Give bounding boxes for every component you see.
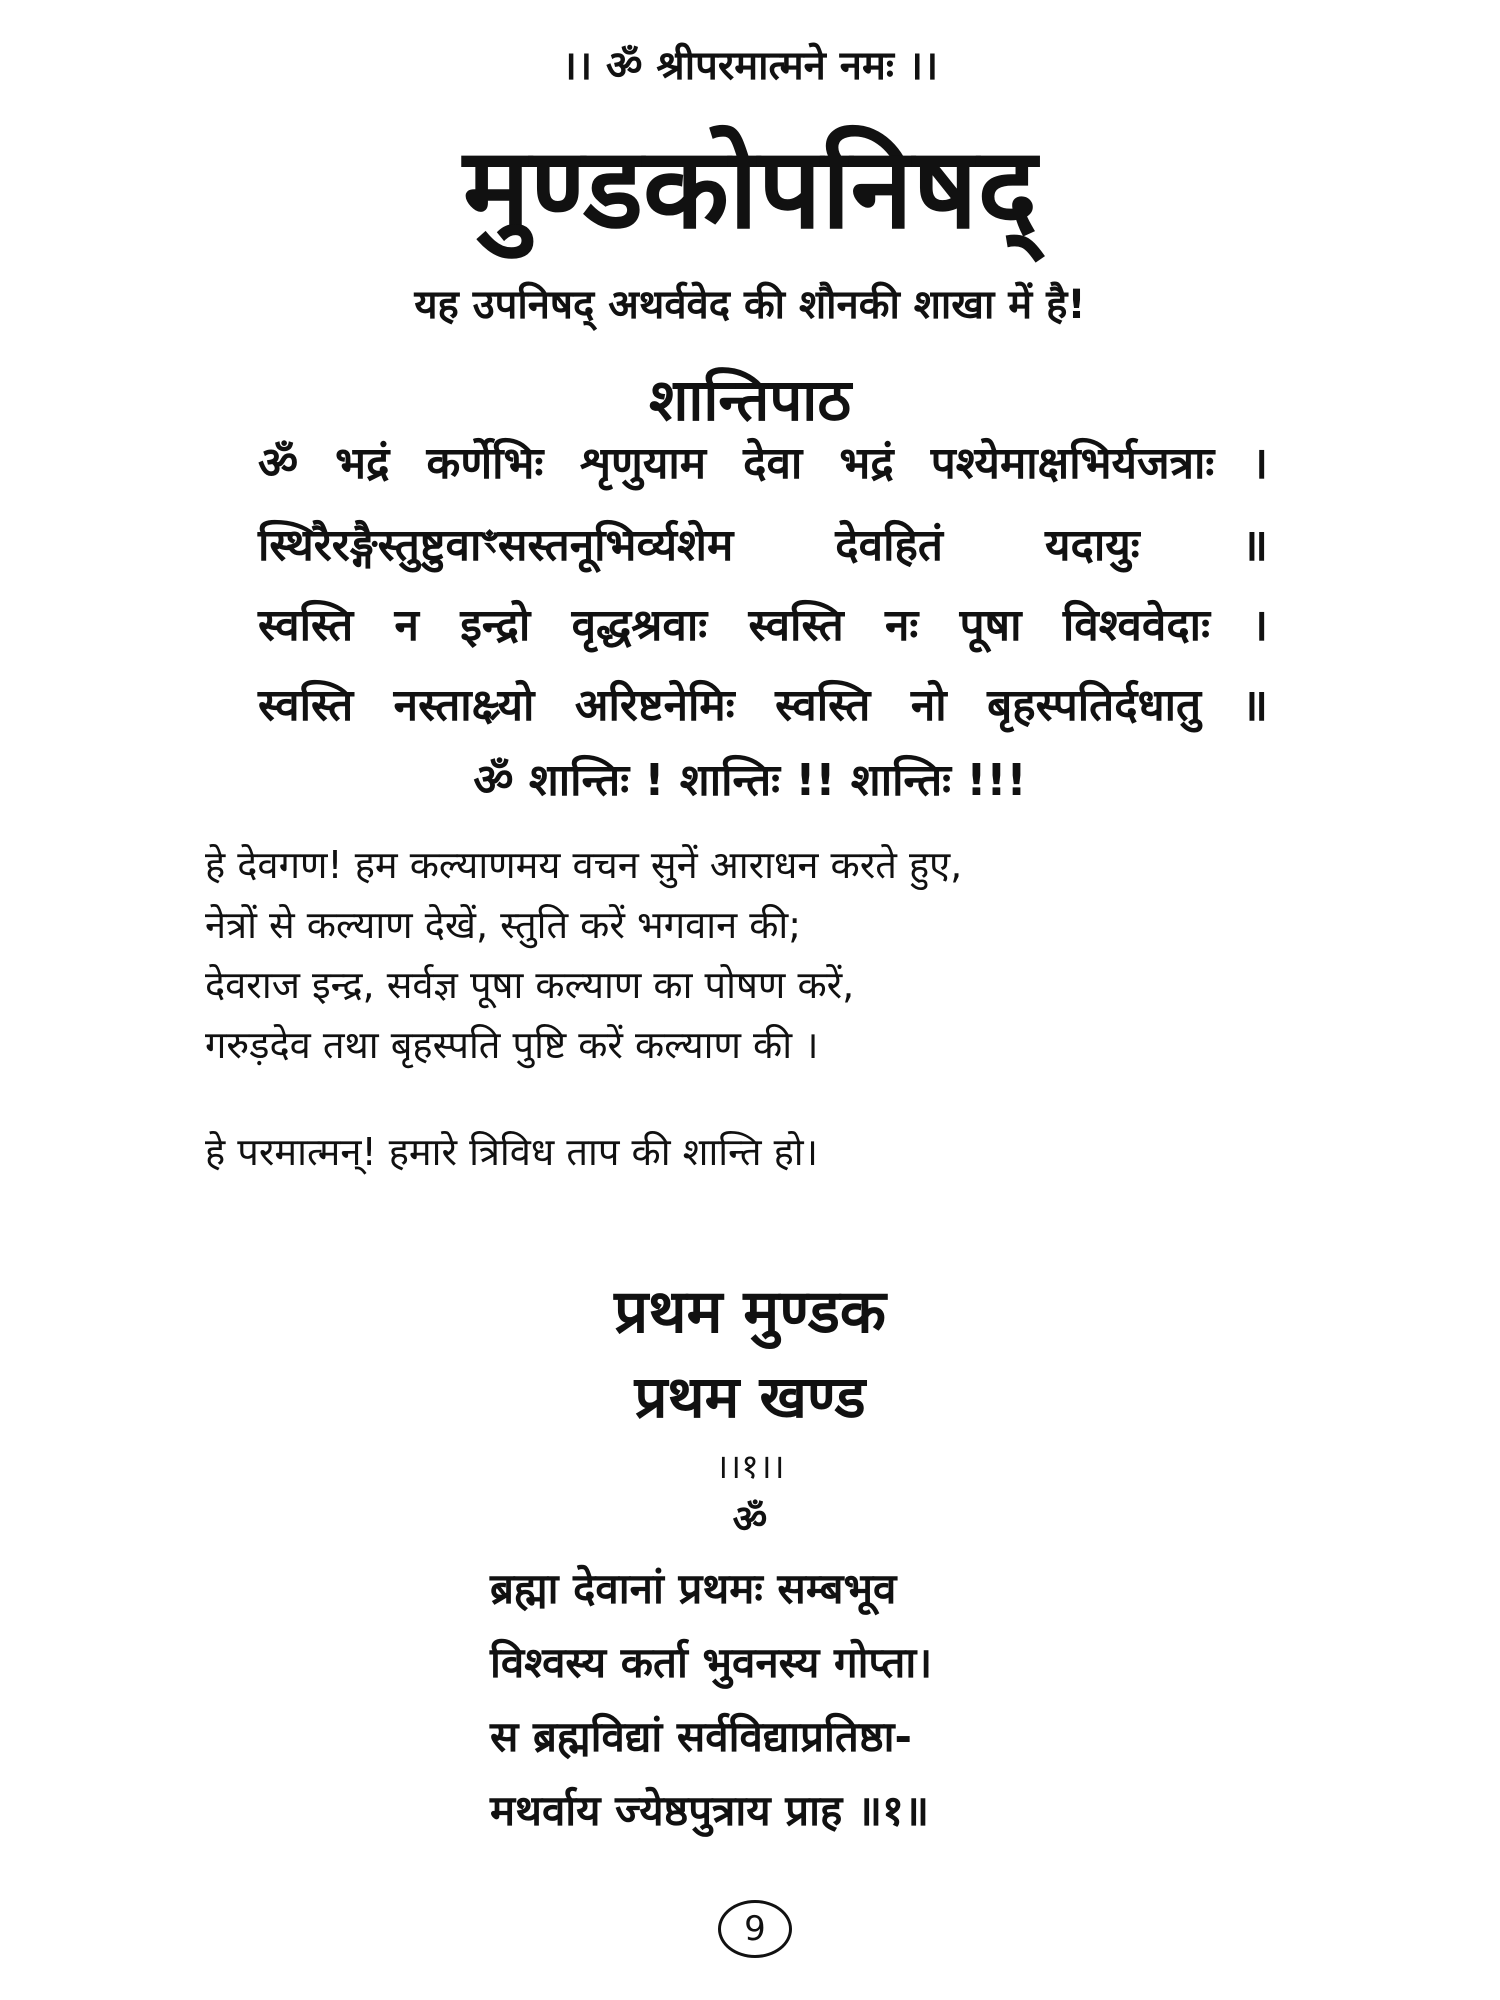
mantra-line: स्थिरैरङ्गैस्तुष्टुवाꣳसस्तनूभिर्व्यशेम देवहितं यदायुः ॥: [258, 520, 1268, 571]
translation-block: [205, 835, 1355, 1075]
mantra-line: स्वस्ति नस्ताक्ष्र्यो अरिष्टनेमिः स्वस्ति नो बृहस्पतिर्दधातु ॥: [258, 680, 1268, 731]
translation-line: हे देवगण! हम कल्याणमय वचन सुनें आराधन करते हुए,: [205, 843, 963, 887]
shanti-path-heading: शान्तिपाठ: [648, 366, 852, 434]
verse-line: मथर्वाय ज्येष्ठपुत्राय प्राह ॥१॥: [490, 1786, 930, 1835]
invocation: ।। ॐ श्रीपरमात्मने नमः ।।: [561, 43, 939, 89]
verse-number: ।।१।।: [715, 1447, 785, 1487]
verse-line: ब्रह्मा देवानां प्रथमः सम्बभूव: [490, 1564, 897, 1613]
subtitle: यह उपनिषद् अथर्ववेद की शौनकी शाखा में है!: [414, 282, 1086, 328]
page-title: मुण्डकोपनिषद्: [462, 124, 1038, 254]
om-symbol: ॐ: [732, 1497, 768, 1541]
section-title: प्रथम खण्ड: [634, 1363, 866, 1431]
chapter-title: प्रथम मुण्डक: [614, 1277, 886, 1347]
verse-line: स ब्रह्मविद्यां सर्वविद्याप्रतिष्ठा-: [490, 1712, 912, 1761]
mantra-line: स्वस्ति न इन्द्रो वृद्धश्रवाः स्वस्ति नः पूषा विश्ववेदाः ।: [258, 600, 1268, 651]
translation-note: हे परमात्मन्! हमारे त्रिविध ताप की शान्ति हो।: [205, 1130, 819, 1174]
translation-line: नेत्रों से कल्याण देखें, स्तुति करें भगवान की;: [205, 903, 802, 947]
translation-line: देवराज इन्द्र, सर्वज्ञ पूषा कल्याण का पोषण करें,: [205, 963, 855, 1007]
mantra-line: ॐ भद्रं कर्णेभिः शृणुयाम देवा भद्रं पश्येमाक्षभिर्यजत्राः ।: [258, 438, 1268, 489]
translation-line: गरुड़देव तथा बृहस्पति पुष्टि करें कल्याण की ।: [205, 1023, 819, 1067]
verse-block: [490, 1552, 1190, 1848]
verse-line: विश्वस्य कर्ता भुवनस्य गोप्ता।: [490, 1638, 933, 1687]
shanti-closing: ॐ शान्तिः ! शान्तिः !! शान्तिः !!!: [473, 755, 1027, 806]
page-number: 9: [718, 1900, 792, 1958]
